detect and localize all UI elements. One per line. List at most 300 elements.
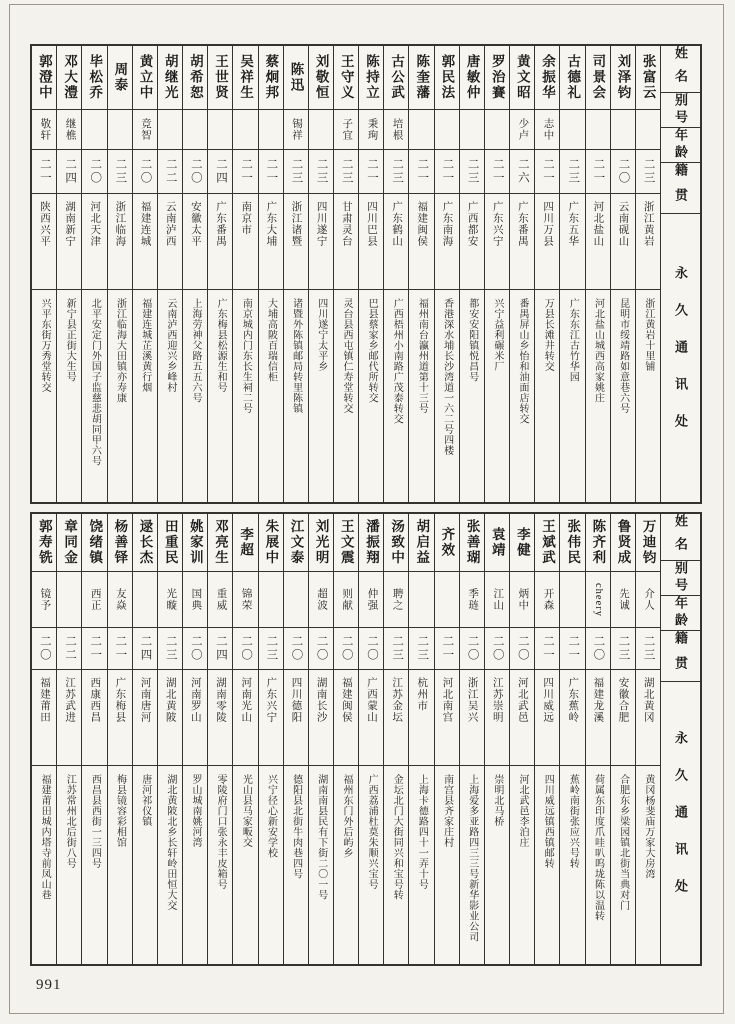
header-alias-cell [661,561,700,596]
person-address: 光山县马家畈交 [240,774,252,848]
alias-cell [510,110,534,150]
person-alias: 则献 [341,588,353,611]
person-column [132,514,157,964]
alias-cell [384,110,408,150]
origin-cell [259,670,283,766]
name-cell [32,514,56,572]
origin-cell [183,670,207,766]
age-cell [460,150,484,194]
person-column [207,514,232,964]
person-column [81,514,106,964]
person-address: 都安安阳镇悦昌号 [466,298,478,382]
person-column [283,514,308,964]
header-address-label: 永久通讯处 [673,730,688,916]
address-cell [636,766,660,964]
origin-cell [560,670,584,766]
person-origin: 河南光山 [240,677,252,723]
alias-cell [158,110,182,150]
alias-cell [233,110,257,150]
person-column [635,514,660,964]
address-cell [560,766,584,964]
alias-cell [409,110,433,150]
address-cell [485,290,509,502]
name-cell [183,514,207,572]
person-column [559,514,584,964]
person-origin: 河南唐河 [139,677,151,723]
person-origin: 湖北黄陂 [164,677,176,723]
address-cell [82,290,106,502]
person-origin: 广西都安 [466,201,478,247]
alias-cell [359,110,383,150]
age-cell [586,150,610,194]
alias-cell [82,572,106,628]
name-cell [233,514,257,572]
person-alias: 敬轩 [39,118,51,141]
person-alias: 少卢 [517,118,529,141]
person-address: 黄冈杨斐庙万家大房湾 [642,774,654,879]
name-cell [611,46,635,110]
age-cell [384,628,408,670]
person-age: 二四 [215,635,228,662]
alias-cell [233,572,257,628]
person-origin: 浙江临海 [114,201,126,247]
origin-cell [586,670,610,766]
origin-cell [309,670,333,766]
origin-cell [636,670,660,766]
person-age: 二三 [290,158,303,185]
person-column [635,46,660,502]
age-cell [560,150,584,194]
address-cell [560,290,584,502]
person-column [585,514,610,964]
alias-cell [284,110,308,150]
person-address: 云南泸西迎兴乡峰村 [164,298,176,393]
age-cell [409,150,433,194]
person-age: 二〇 [466,635,479,662]
person-name: 吴祥生 [238,54,254,101]
age-cell [435,150,459,194]
name-cell [586,46,610,110]
person-address: 荷属东印度爪哇叭呜垅陈以温转 [592,774,604,921]
address-cell [510,766,534,964]
origin-cell [183,194,207,290]
person-age: 二〇 [340,635,353,662]
person-origin: 四川威远 [542,677,554,723]
person-column [182,514,207,964]
person-address: 梅县镜容彩相馆 [114,774,126,848]
header-name-label: 姓名 [673,514,688,560]
alias-cell [460,110,484,150]
address-cell [435,290,459,502]
person-origin: 江苏金坛 [391,677,403,723]
origin-cell [510,194,534,290]
person-origin: 广东番禺 [516,201,528,247]
person-column [107,46,132,502]
name-cell [384,46,408,110]
person-name: 陈持立 [363,54,379,101]
page-number: 991 [36,977,62,993]
person-column [333,514,358,964]
age-cell [586,628,610,670]
name-cell [535,46,559,110]
address-cell [82,766,106,964]
address-cell [586,766,610,964]
person-column [232,514,257,964]
person-origin: 广东南海 [441,201,453,247]
age-cell [108,628,132,670]
person-origin: 福建连城 [139,201,151,247]
origin-cell [208,194,232,290]
person-address: 河北武邑李泊庄 [517,774,529,848]
name-cell [460,46,484,110]
person-age: 二〇 [38,635,51,662]
age-cell [535,628,559,670]
alias-cell [435,110,459,150]
person-name: 姚家训 [187,519,203,566]
name-cell [82,514,106,572]
person-name: 万迪钧 [640,519,656,566]
name-cell [208,46,232,110]
origin-cell [460,194,484,290]
origin-cell [334,670,358,766]
address-cell [334,290,358,502]
person-name: 汤致中 [389,519,405,566]
age-cell [158,150,182,194]
age-cell [309,150,333,194]
person-name: 陈齐利 [590,519,606,566]
person-origin: 广东五华 [567,201,579,247]
address-cell [586,290,610,502]
person-age: 二一 [491,158,504,185]
address-cell [611,766,635,964]
address-cell [108,290,132,502]
name-cell [560,46,584,110]
address-cell [334,766,358,964]
person-alias: 聘之 [391,588,403,611]
person-name: 陈奎藩 [414,54,430,101]
address-cell [636,290,660,502]
alias-cell [611,572,635,628]
person-alias: 秉珣 [366,118,378,141]
person-column [408,46,433,502]
person-origin: 浙江黄岩 [642,201,654,247]
person-column [484,514,509,964]
age-cell [359,628,383,670]
person-column [383,46,408,502]
person-origin: 南京市 [240,201,252,236]
name-cell [485,46,509,110]
age-cell [32,150,56,194]
person-address: 新宁县正街大生号 [64,298,76,382]
person-column [559,46,584,502]
person-alias: 超波 [316,588,328,611]
person-column [107,514,132,964]
person-age: 二一 [542,158,555,185]
alias-cell [409,572,433,628]
person-origin: 广东番禺 [215,201,227,247]
age-cell [636,150,660,194]
age-cell [485,150,509,194]
origin-cell [32,194,56,290]
address-cell [208,766,232,964]
person-origin: 西康西昌 [89,677,101,723]
person-origin: 广东鹤山 [391,201,403,247]
name-cell [108,514,132,572]
origin-cell [208,670,232,766]
address-cell [611,290,635,502]
person-age: 二一 [365,158,378,185]
name-cell [158,514,182,572]
header-age-cell [661,128,700,163]
person-column [434,514,459,964]
person-alias: 志中 [542,118,554,141]
origin-cell [409,670,433,766]
person-address: 番禺屏山乡怡和油面店转交 [517,298,529,424]
person-age: 二三 [391,635,404,662]
alias-cell [535,110,559,150]
person-column [56,514,81,964]
address-cell [284,766,308,964]
age-cell [57,628,81,670]
age-cell [510,150,534,194]
alias-cell [133,572,157,628]
person-name: 张富云 [640,54,656,101]
age-cell [435,628,459,670]
person-age: 二一 [416,158,429,185]
address-cell [284,290,308,502]
person-address: 河北盐山城西高家姚庄 [592,298,604,403]
person-column [182,46,207,502]
address-cell [259,290,283,502]
origin-cell [158,670,182,766]
person-age: 二四 [215,158,228,185]
person-alias: 重威 [215,588,227,611]
person-origin: 湖南零陵 [215,677,227,723]
age-cell [57,150,81,194]
person-origin: 河北武邑 [516,677,528,723]
age-cell [611,628,635,670]
address-cell [384,766,408,964]
person-column [509,514,534,964]
age-cell [82,150,106,194]
person-name: 古德礼 [565,54,581,101]
person-alias: 锦荣 [240,588,252,611]
header-alias-cell [661,93,700,128]
name-cell [636,514,660,572]
header-column [660,46,700,502]
person-alias: 开森 [542,588,554,611]
age-cell [359,150,383,194]
address-cell [183,290,207,502]
person-age: 二一 [114,635,127,662]
origin-cell [384,670,408,766]
origin-cell [535,194,559,290]
header-name-cell [661,46,700,93]
person-address: 巴县蔡家乡邮代所转交 [366,298,378,403]
address-cell [233,290,257,502]
age-cell [409,628,433,670]
origin-cell [560,194,584,290]
address-cell [108,766,132,964]
alias-cell [586,572,610,628]
person-name: 郭民法 [439,54,455,101]
person-age: 二三 [265,635,278,662]
person-name: 胡希恕 [187,54,203,101]
person-address: 四川威远镇西镇邮转 [542,774,554,869]
name-cell [284,514,308,572]
person-origin: 广东大埔 [265,201,277,247]
person-age: 二三 [114,158,127,185]
alias-cell [485,572,509,628]
alias-cell [133,110,157,150]
header-age-label: 年龄 [673,128,688,162]
person-alias: 竞智 [140,118,152,141]
person-age: 二一 [38,158,51,185]
address-cell [158,766,182,964]
person-address: 上海爱多亚路四三三号新华影业公司 [466,774,478,942]
person-name: 郭寿铣 [36,519,52,566]
person-origin: 四川万县 [542,201,554,247]
person-name: 王守义 [338,54,354,101]
person-name: 邓亮生 [213,519,229,566]
person-alias: 西正 [89,588,101,611]
person-name: 鲁贤成 [615,519,631,566]
name-cell [510,514,534,572]
age-cell [133,150,157,194]
person-column [534,514,559,964]
person-column [81,46,106,502]
person-name: 刘光明 [313,519,329,566]
person-name: 王世贤 [213,54,229,101]
person-age: 二三 [567,158,580,185]
address-cell [435,766,459,964]
person-age: 二一 [567,635,580,662]
person-origin: 安徽合肥 [617,677,629,723]
directory-table-top [30,44,702,504]
person-column [308,46,333,502]
name-cell [57,514,81,572]
person-column [484,46,509,502]
origin-cell [460,670,484,766]
person-name: 朱展中 [263,519,279,566]
person-age: 二三 [164,635,177,662]
person-age: 二一 [441,635,454,662]
person-origin: 陕西兴平 [38,201,50,247]
address-cell [158,290,182,502]
age-cell [259,628,283,670]
person-address: 浙江临海大田镇亦寿康 [114,298,126,403]
age-cell [284,150,308,194]
name-cell [435,46,459,110]
header-name-label: 姓名 [673,46,688,92]
person-column [32,514,56,964]
origin-cell [384,194,408,290]
alias-cell [259,572,283,628]
name-cell [384,514,408,572]
age-cell [485,628,509,670]
alias-cell [108,572,132,628]
person-age: 二三 [642,635,655,662]
origin-cell [359,670,383,766]
alias-cell [208,572,232,628]
person-address: 浙江黄岩十里铺 [642,298,654,372]
person-address: 灵台县西屯镇仁寿堂转交 [340,298,352,414]
person-origin: 浙江吴兴 [466,677,478,723]
person-column [358,514,383,964]
person-name: 江文泰 [288,519,304,566]
person-address: 德阳县北街牛肉巷四号 [290,774,302,879]
age-cell [82,628,106,670]
person-column [207,46,232,502]
person-name: 逯长杰 [137,519,153,566]
header-age-cell [661,596,700,631]
origin-cell [108,670,132,766]
alias-cell [359,572,383,628]
name-cell [309,514,333,572]
person-address: 金坛北门大街同兴和宝号转 [391,774,403,900]
person-address: 合肥东乡梁园镇北街当典对门 [617,774,629,911]
age-cell [133,628,157,670]
origin-cell [82,670,106,766]
person-name: 黄文昭 [514,54,530,101]
person-name: 刘泽钧 [615,54,631,101]
person-name: 王斌武 [540,519,556,566]
age-cell [384,150,408,194]
age-cell [636,628,660,670]
person-alias: 光暶 [165,588,177,611]
person-origin: 安徽太平 [189,201,201,247]
person-address: 零陵府门口张永丰皮箱号 [215,774,227,890]
person-address: 万县长滩井转交 [542,298,554,372]
age-cell [284,628,308,670]
person-origin: 广东梅县 [114,677,126,723]
name-cell [485,514,509,572]
person-name: 李超 [238,527,254,558]
person-column [509,46,534,502]
person-origin: 云南泸西 [164,201,176,247]
person-column [258,514,283,964]
person-origin: 广西蒙山 [365,677,377,723]
name-cell [359,46,383,110]
person-origin: 广东蕉岭 [567,677,579,723]
person-origin: 江苏武进 [64,677,76,723]
person-age: 二二 [164,158,177,185]
person-column [459,46,484,502]
alias-cell [158,572,182,628]
name-cell [586,514,610,572]
person-alias: 友焱 [114,588,126,611]
person-age: 二一 [441,158,454,185]
person-age: 二一 [89,635,102,662]
person-name: 毕松乔 [87,54,103,101]
alias-cell [510,572,534,628]
name-cell [284,46,308,110]
age-cell [158,628,182,670]
person-column [358,46,383,502]
person-column [610,46,635,502]
person-alias: cheery [592,582,604,617]
address-cell [485,766,509,964]
person-column [383,514,408,964]
person-age: 二三 [391,158,404,185]
age-cell [32,628,56,670]
age-cell [560,628,584,670]
person-column [333,46,358,502]
age-cell [334,150,358,194]
alias-cell [384,572,408,628]
person-address: 兴宁径心新安学校 [265,774,277,858]
person-alias: 培根 [391,118,403,141]
